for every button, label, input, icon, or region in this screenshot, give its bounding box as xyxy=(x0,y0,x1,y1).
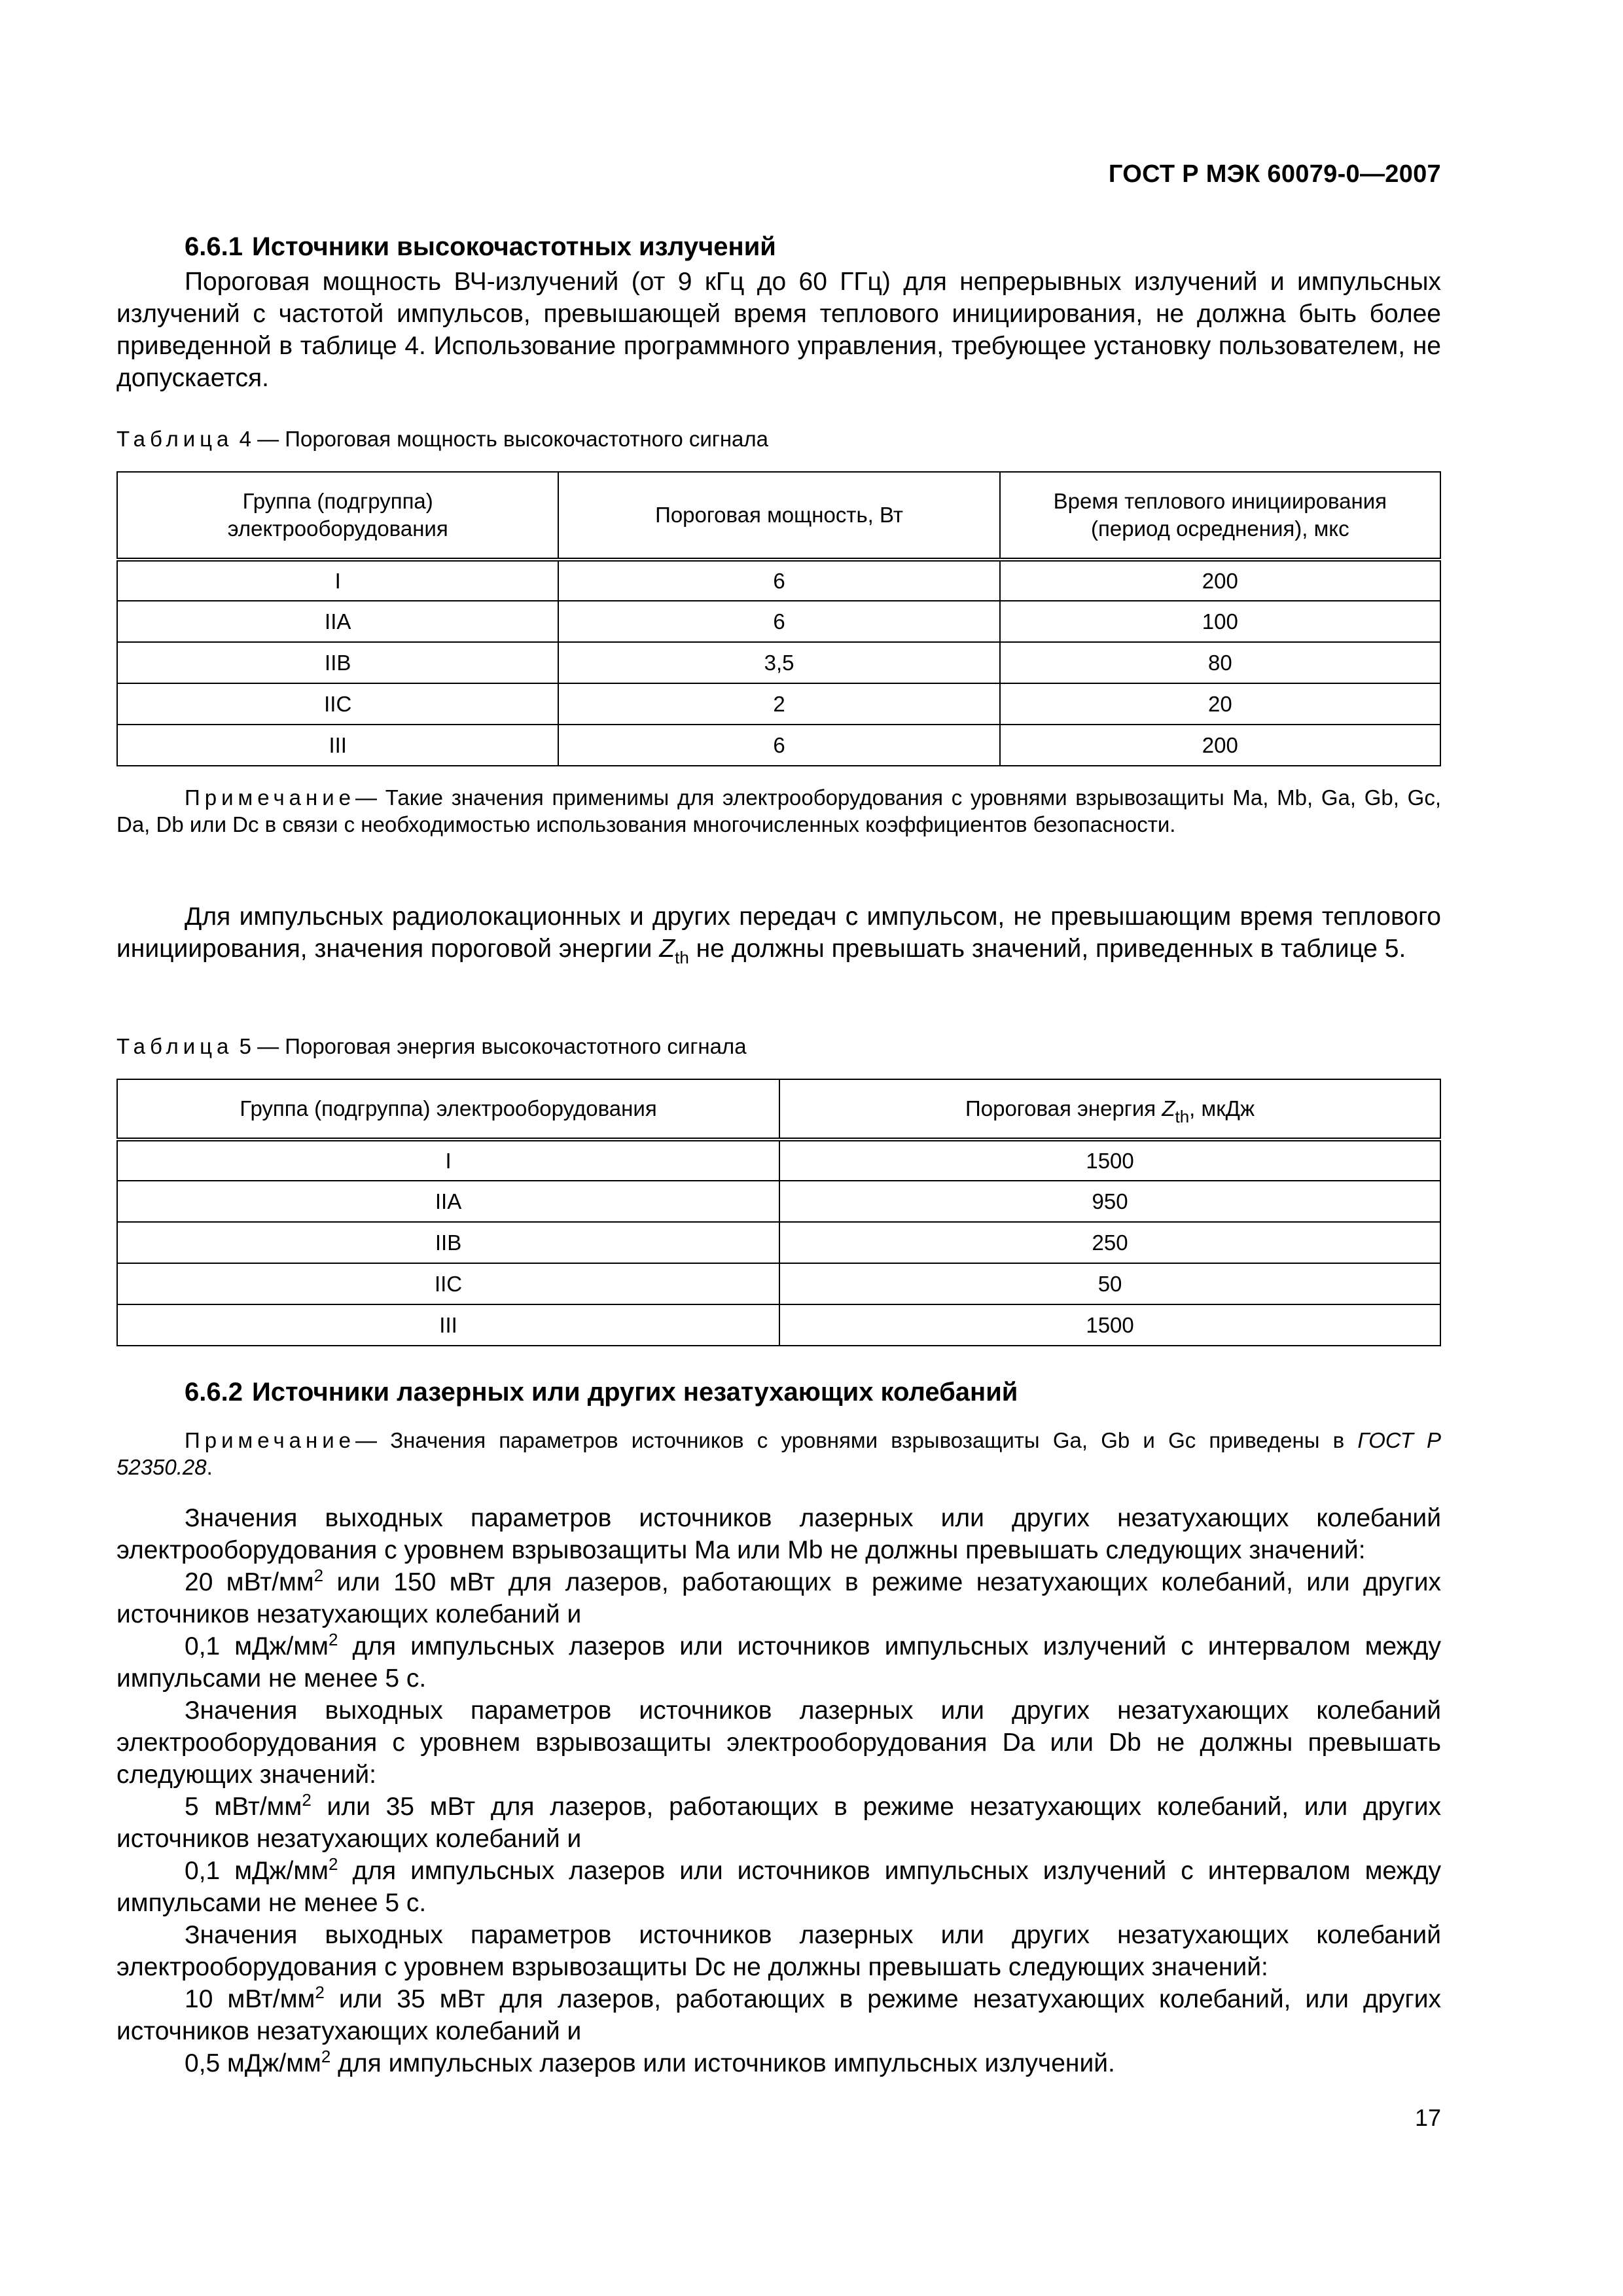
section-number: 6.6.2 xyxy=(185,1378,243,1407)
table-4-note xyxy=(116,784,1441,838)
cell-energy: 1500 xyxy=(779,1304,1440,1346)
cell-energy: 950 xyxy=(779,1181,1440,1222)
table-row xyxy=(117,725,1440,766)
table-row xyxy=(117,683,1440,725)
table-row xyxy=(117,1304,1440,1346)
section-6-6-2-heading xyxy=(185,1378,1018,1407)
paragraph: Пороговая мощность ВЧ-излучений (от 9 кГц до 60 ГГц) для непрерывных излучений и импульсных излучений с частотой импульсов, превышающей время теплового инициирования, не должна быть более приведенной в таблице 4. Использование программного управления, требующее установку пользователем, не допускается. xyxy=(116,268,1441,392)
document-id: ГОСТ Р МЭК 60079-0—2007 xyxy=(1108,160,1441,188)
page-number: 17 xyxy=(1414,2104,1441,2131)
table-row xyxy=(117,642,1440,683)
header-time: Время теплового инициирования (период осреднения), мкс xyxy=(1000,472,1440,560)
table-row xyxy=(117,1263,1440,1304)
table-row xyxy=(117,601,1440,642)
paragraph: 10 мВт/$мм^2$ или 35 мВт для лазеров, работающих в режиме незатухающих колебаний, или других источников незатухающих колебаний и xyxy=(116,1982,1441,2045)
table-header-row xyxy=(117,472,1440,560)
table-row xyxy=(117,560,1440,601)
note-text: — Такие значения применимы для электрооборудования с уровнями взрывозащиты Ma, Mb, Ga, Gb, Gc, Da, Db или Dc в связи с необходимостью использования многочисленных коэффициентов безопасности. xyxy=(116,785,1441,836)
section-6-6-1-body xyxy=(116,266,1441,394)
table-label: Таблица xyxy=(116,1034,234,1058)
cell-time: 100 xyxy=(1000,601,1440,642)
table-5-caption xyxy=(116,1034,747,1059)
section-title: Источники лазерных или других незатухающих колебаний xyxy=(251,1378,1018,1407)
header-power: Пороговая мощность, Вт xyxy=(558,472,999,560)
table-number: 4 xyxy=(239,427,251,451)
note-label: Примечание xyxy=(185,1428,356,1452)
cell-time: 20 xyxy=(1000,683,1440,725)
header-group: Группа (подгруппа) электрооборудования xyxy=(117,1079,779,1139)
paragraph: Значения выходных параметров источников лазерных или других незатухающих колебаний электрооборудования с уровнем взрывозащиты Dc не должны превышать следующих значений: xyxy=(116,1921,1441,1981)
table-title: — Пороговая мощность высокочастотного сигнала xyxy=(257,427,769,451)
table-row xyxy=(117,1222,1440,1263)
cell-group: I xyxy=(117,1139,779,1181)
cell-power: 2 xyxy=(558,683,999,725)
table-title: — Пороговая энергия высокочастотного сигнала xyxy=(257,1034,747,1058)
cell-group: III xyxy=(117,1304,779,1346)
paragraph: Значения выходных параметров источников лазерных или других незатухающих колебаний электрооборудования с уровнем взрывозащиты Ma или Mb не должны превышать следующих значений: xyxy=(116,1504,1441,1564)
table-header-row xyxy=(117,1079,1440,1139)
cell-time: 200 xyxy=(1000,560,1440,601)
cell-power: 3,5 xyxy=(558,642,999,683)
paragraph: 0,1 мДж/$мм^2$ для импульсных лазеров или источников импульсных излучений с интервалом между импульсами не менее 5 с. xyxy=(116,1630,1441,1693)
cell-group: IIA xyxy=(117,601,558,642)
paragraph: 0,1 мДж/$мм^2$ для импульсных лазеров или источников импульсных излучений с интервалом между импульсами не менее 5 с. xyxy=(116,1854,1441,1917)
cell-group: IIC xyxy=(117,1263,779,1304)
cell-group: IIB xyxy=(117,642,558,683)
laser-requirements xyxy=(116,1502,1441,2079)
cell-time: 200 xyxy=(1000,725,1440,766)
cell-group: IIC xyxy=(117,683,558,725)
standard-reference: ГОСТ Р 52350.28 xyxy=(116,1428,1441,1479)
paragraph: 0,5 мДж/$мм^2$ для импульсных лазеров или источников импульсных излучений. xyxy=(185,2047,1115,2077)
table-label: Таблица xyxy=(116,427,234,451)
cell-group: IIB xyxy=(117,1222,779,1263)
cell-power: 6 xyxy=(558,560,999,601)
table-4 xyxy=(116,471,1441,766)
cell-group: III xyxy=(117,725,558,766)
cell-power: 6 xyxy=(558,725,999,766)
cell-energy: 50 xyxy=(779,1263,1440,1304)
paragraph: Значения выходных параметров источников лазерных или других незатухающих колебаний электрооборудования с уровнем взрывозащиты электрооборудования Da или Db не должны превышать следующих значений: xyxy=(116,1696,1441,1789)
table-row xyxy=(117,1181,1440,1222)
cell-time: 80 xyxy=(1000,642,1440,683)
cell-group: IIA xyxy=(117,1181,779,1222)
cell-group: I xyxy=(117,560,558,601)
cell-energy: 1500 xyxy=(779,1139,1440,1181)
table-5 xyxy=(116,1079,1441,1346)
table-row xyxy=(117,1139,1440,1181)
section-title: Источники высокочастотных излучений xyxy=(251,232,776,261)
pulse-paragraph: Для импульсных радиолокационных и других передач с импульсом, не превышающим время теплового инициирования, значения пороговой энергии $Z_{th}$ не должны превышать значений, приведенных в таблице 5. xyxy=(116,903,1441,967)
header-group: Группа (подгруппа) электрооборудования xyxy=(117,472,558,560)
table-4-caption xyxy=(116,427,768,452)
cell-power: 6 xyxy=(558,601,999,642)
table-number: 5 xyxy=(239,1034,251,1058)
paragraph: 20 мВт/$мм^2$ или 150 мВт для лазеров, работающих в режиме незатухающих колебаний, или других источников незатухающих колебаний и xyxy=(116,1566,1441,1628)
section-6-6-2-note: Примечание— Значения параметров источников с уровнями взрывозащиты Ga, Gb и Gc приведены в ГОСТ Р 52350.28. xyxy=(116,1428,1441,1479)
cell-energy: 250 xyxy=(779,1222,1440,1263)
section-6-6-1-heading xyxy=(185,232,776,262)
paragraph: 5 мВт/$мм^2$ или 35 мВт для лазеров, работающих в режиме незатухающих колебаний, или других источников незатухающих колебаний и xyxy=(116,1790,1441,1853)
section-number: 6.6.1 xyxy=(185,232,243,261)
note-label: Примечание xyxy=(185,785,356,810)
header-energy: Пороговая энергия $Z_{th}$, мкДж xyxy=(779,1079,1440,1139)
